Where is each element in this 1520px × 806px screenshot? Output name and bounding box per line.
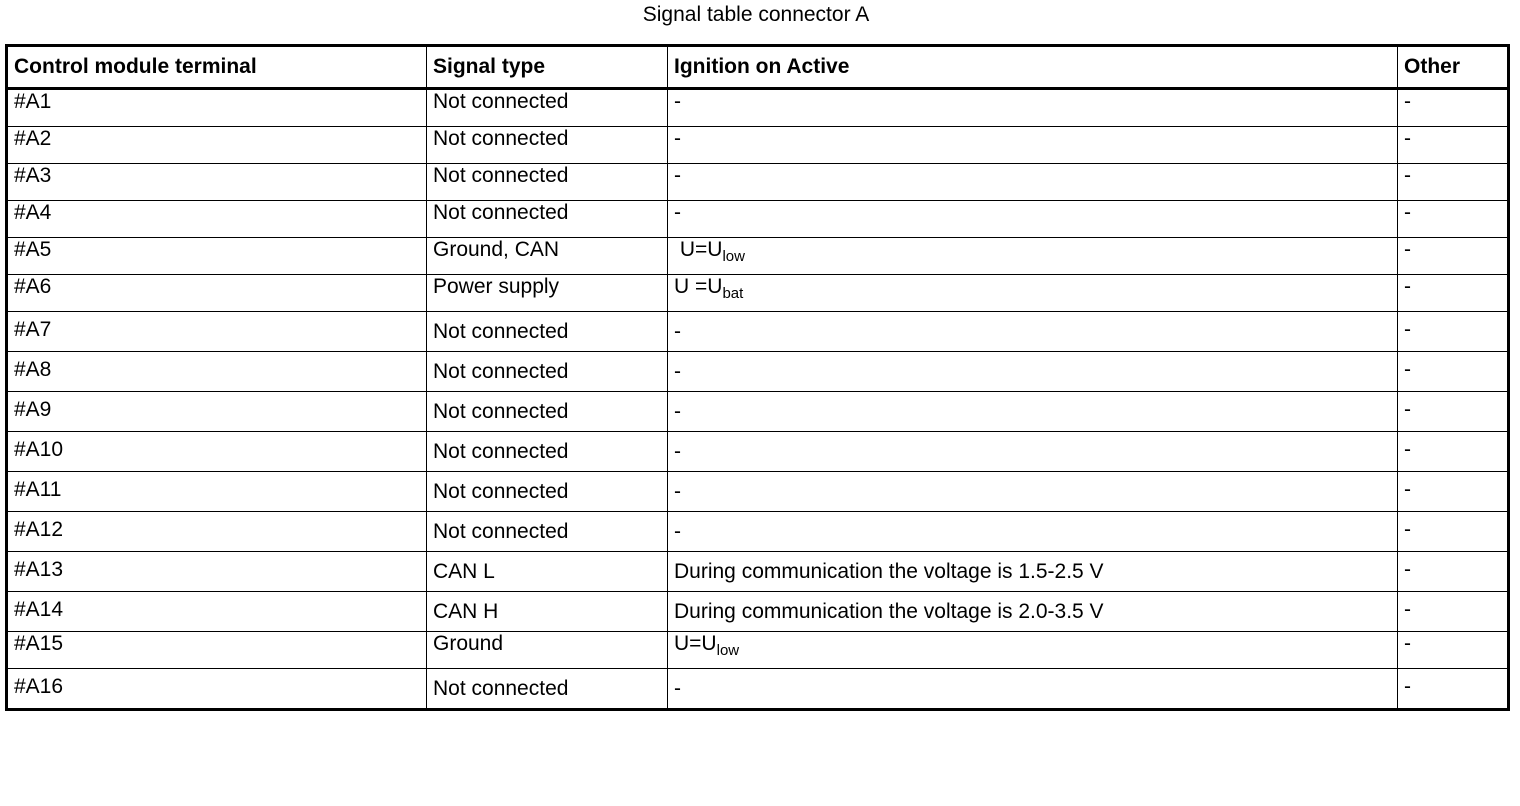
other-cell: -: [1398, 352, 1509, 392]
ignition-cell: -: [668, 352, 1398, 392]
terminal-cell: #A12: [7, 512, 427, 552]
other-cell: -: [1398, 127, 1509, 164]
other-cell: -: [1398, 201, 1509, 238]
table-row: [7, 352, 1509, 392]
header-row: [7, 46, 1509, 89]
terminal-cell: #A3: [7, 164, 427, 201]
signal-type-cell: Not connected: [427, 312, 668, 352]
terminal-cell: #A5: [7, 238, 427, 275]
header-other: Other: [1398, 46, 1509, 89]
voltage-symbol: U =U: [674, 275, 723, 298]
table-row: [7, 312, 1509, 352]
ignition-cell: -: [668, 164, 1398, 201]
ignition-cell: [668, 275, 1398, 312]
ignition-cell: During communication the voltage is 1.5-2.5 V: [668, 552, 1398, 592]
signal-type-cell: Not connected: [427, 472, 668, 512]
ignition-cell: [668, 238, 1398, 275]
terminal-cell: #A15: [7, 632, 427, 669]
other-cell: -: [1398, 669, 1509, 710]
table-row: [7, 164, 1509, 201]
other-cell: -: [1398, 472, 1509, 512]
table-row: [7, 127, 1509, 164]
terminal-cell: #A6: [7, 275, 427, 312]
signal-type-cell: Ground: [427, 632, 668, 669]
signal-type-cell: Not connected: [427, 127, 668, 164]
ignition-cell: -: [668, 201, 1398, 238]
signal-table: [5, 44, 1510, 711]
table-row: [7, 392, 1509, 432]
table-row: [7, 669, 1509, 710]
ignition-cell: -: [668, 312, 1398, 352]
other-cell: -: [1398, 432, 1509, 472]
voltage-subscript: low: [716, 642, 740, 659]
signal-type-cell: CAN H: [427, 592, 668, 632]
other-cell: -: [1398, 392, 1509, 432]
other-cell: -: [1398, 238, 1509, 275]
terminal-cell: #A10: [7, 432, 427, 472]
signal-type-cell: Not connected: [427, 432, 668, 472]
terminal-cell: #A1: [7, 89, 427, 127]
header-ignition-on-active: Ignition on Active: [668, 46, 1398, 89]
header-signal-type: Signal type: [427, 46, 668, 89]
ignition-cell: -: [668, 472, 1398, 512]
table-row: [7, 238, 1509, 275]
signal-type-cell: Not connected: [427, 89, 668, 127]
signal-type-cell: Not connected: [427, 352, 668, 392]
voltage-subscript: bat: [722, 285, 744, 302]
ignition-cell: During communication the voltage is 2.0-3.5 V: [668, 592, 1398, 632]
voltage-symbol: U=U: [674, 238, 723, 261]
terminal-cell: #A14: [7, 592, 427, 632]
other-cell: -: [1398, 552, 1509, 592]
terminal-cell: #A11: [7, 472, 427, 512]
signal-type-cell: Not connected: [427, 512, 668, 552]
signal-type-cell: Not connected: [427, 164, 668, 201]
terminal-cell: #A2: [7, 127, 427, 164]
terminal-cell: #A7: [7, 312, 427, 352]
other-cell: -: [1398, 512, 1509, 552]
terminal-cell: #A16: [7, 669, 427, 710]
terminal-cell: #A8: [7, 352, 427, 392]
ignition-cell: [668, 632, 1398, 669]
ignition-cell: -: [668, 127, 1398, 164]
other-cell: -: [1398, 312, 1509, 352]
other-cell: -: [1398, 592, 1509, 632]
signal-type-cell: Power supply: [427, 275, 668, 312]
table-row: [7, 89, 1509, 127]
ignition-cell: -: [668, 392, 1398, 432]
table-row: [7, 432, 1509, 472]
table-row: [7, 472, 1509, 512]
table-row: [7, 201, 1509, 238]
table-row: [7, 552, 1509, 592]
ignition-cell: -: [668, 89, 1398, 127]
ignition-cell: -: [668, 512, 1398, 552]
other-cell: -: [1398, 89, 1509, 127]
voltage-subscript: low: [722, 248, 745, 265]
terminal-cell: #A4: [7, 201, 427, 238]
signal-type-cell: CAN L: [427, 552, 668, 592]
other-cell: -: [1398, 275, 1509, 312]
signal-type-cell: Ground, CAN: [427, 238, 668, 275]
table-row: [7, 632, 1509, 669]
table-row: [7, 592, 1509, 632]
table-row: [7, 275, 1509, 312]
table-title: Signal table connector A: [642, 3, 870, 26]
other-cell: -: [1398, 632, 1509, 669]
voltage-symbol: U=U: [674, 632, 717, 655]
signal-type-cell: Not connected: [427, 392, 668, 432]
signal-type-cell: Not connected: [427, 669, 668, 710]
terminal-cell: #A9: [7, 392, 427, 432]
signal-type-cell: Not connected: [427, 201, 668, 238]
ignition-cell: -: [668, 432, 1398, 472]
table-row: [7, 512, 1509, 552]
other-cell: -: [1398, 164, 1509, 201]
ignition-cell: -: [668, 669, 1398, 710]
header-terminal: Control module terminal: [7, 46, 427, 89]
terminal-cell: #A13: [7, 552, 427, 592]
